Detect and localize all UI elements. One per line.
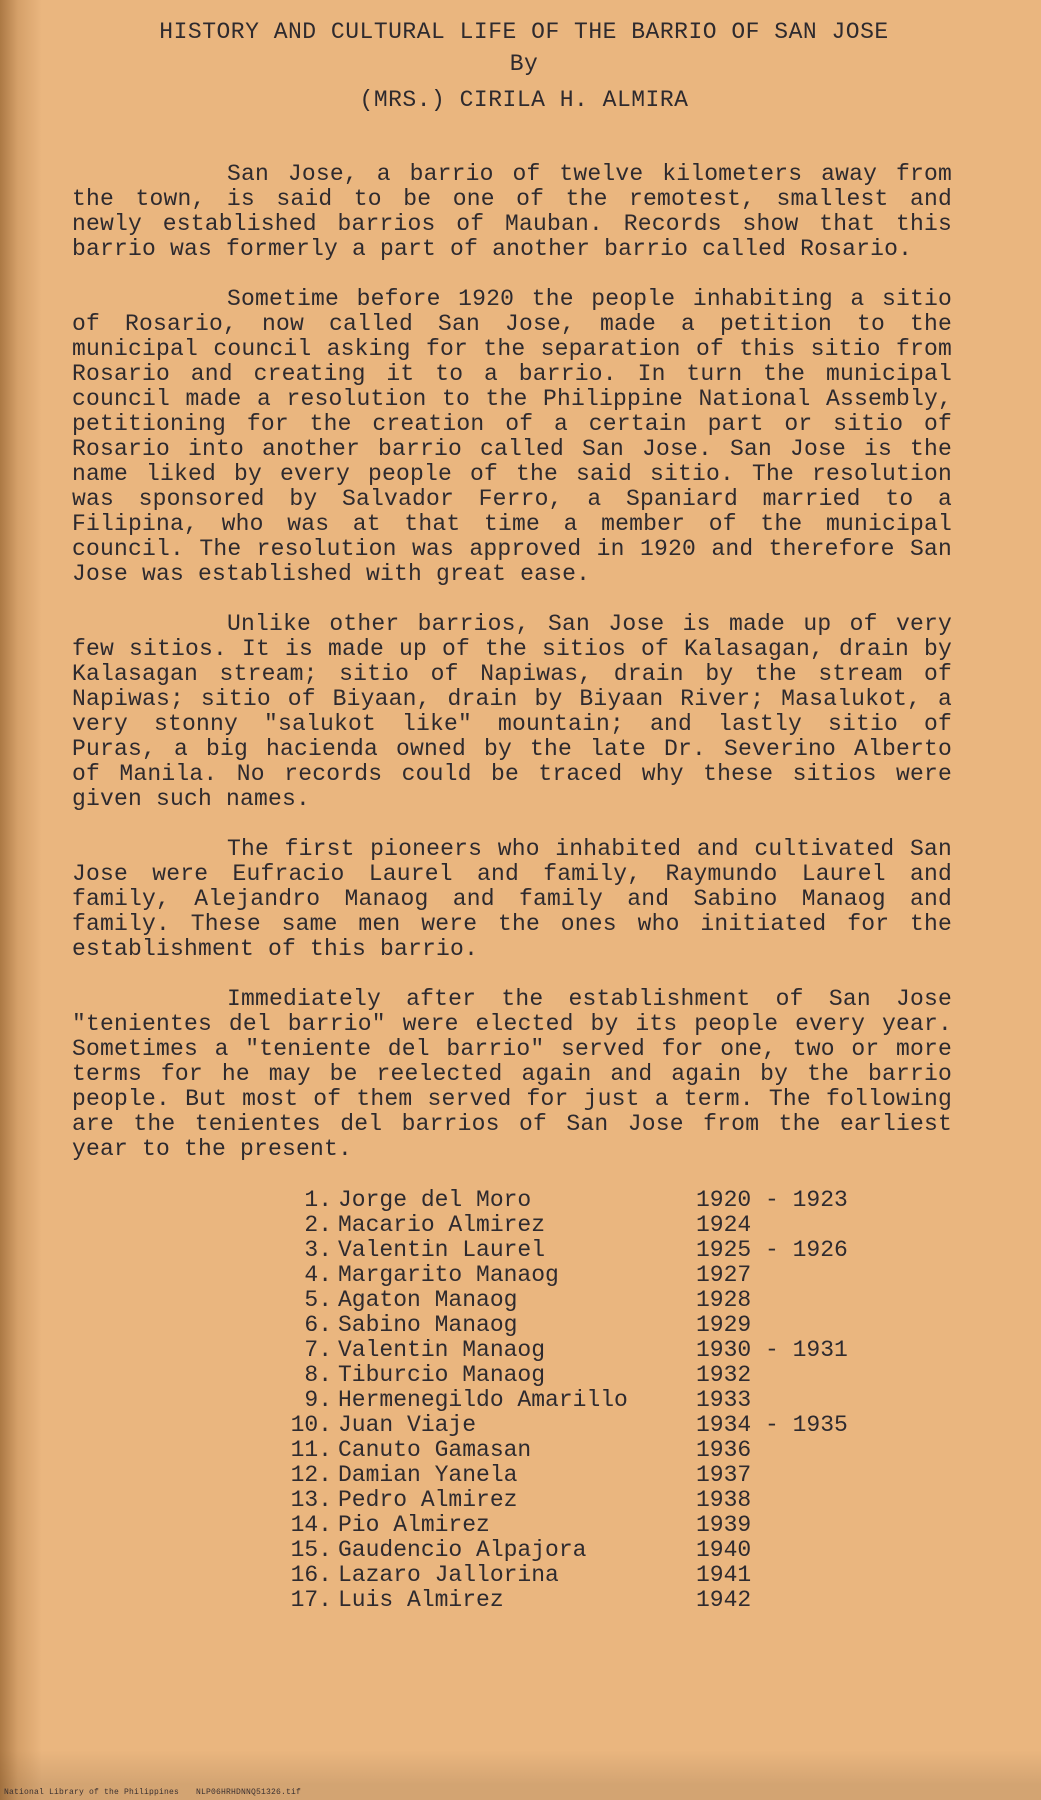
- list-item: [282, 1388, 952, 1413]
- item-number: 4.: [304, 1262, 332, 1288]
- list-item: [282, 1238, 952, 1263]
- list-item: [282, 1413, 952, 1438]
- item-number: 8.: [304, 1362, 332, 1388]
- item-years: 1942: [696, 1587, 752, 1613]
- item-number: 15.: [290, 1537, 332, 1563]
- item-years: 1939: [696, 1512, 752, 1538]
- item-years: 1928: [696, 1287, 752, 1313]
- paragraph: The first pioneers who inhabited and cultivated San Jose were Eufracio Laurel and family, Raymundo Laurel and family, Alejandro Manaog and family and Sabino Manaog and family. These same men were the ones who initiated for the establishment of this barrio.: [72, 836, 952, 962]
- item-number: 14.: [290, 1512, 332, 1538]
- item-years: 1920 - 1923: [696, 1187, 848, 1213]
- item-years: 1941: [696, 1562, 752, 1588]
- item-number: 13.: [290, 1487, 332, 1513]
- list-item: [282, 1463, 952, 1488]
- item-years: 1929: [696, 1312, 752, 1338]
- item-years: 1938: [696, 1487, 752, 1513]
- item-years: 1925 - 1926: [696, 1237, 848, 1263]
- item-years: 1934 - 1935: [696, 1412, 848, 1438]
- item-number: 12.: [290, 1462, 332, 1488]
- item-number: 10.: [290, 1412, 332, 1438]
- paragraph: Unlike other barrios, San Jose is made up of very few sitios. It is made up of the sitios of Kalasagan, drain by Kalasagan stream; sitio of Napiwas, drain by the stream of Napiwas; sitio of Biyaan, drain by Biyaan River; Masalukot, a very stonny "salukot like" mountain; and lastly sitio of Puras, a big hacienda owned by the late Dr. Severino Alberto of Manila. No records could be traced why these sitios were given such names.: [72, 611, 952, 812]
- list-item: [282, 1563, 952, 1588]
- item-number: 3.: [304, 1237, 332, 1263]
- item-name: Gaudencio Alpajora: [338, 1537, 587, 1563]
- list-item: [282, 1288, 952, 1313]
- item-name: Hermenegildo Amarillo: [338, 1387, 628, 1413]
- list-item: [282, 1188, 952, 1213]
- paragraph: San Jose, a barrio of twelve kilometers away from the town, is said to be one of the remotest, smallest and newly established barrios of Mauban. Records show that this barrio was formerly a part of another barrio called Rosario.: [72, 161, 952, 262]
- item-name: Canuto Gamasan: [338, 1437, 532, 1463]
- list-item: [282, 1338, 952, 1363]
- list-item: [282, 1488, 952, 1513]
- item-years: 1924: [696, 1212, 752, 1238]
- file-identifier: NLP06HRHDNNQ51326.tif: [196, 1788, 302, 1797]
- item-name: Macario Almirez: [338, 1212, 546, 1238]
- paragraph: Immediately after the establishment of San Jose "tenientes del barrio" were elected by its people every year. Sometimes a "teniente del barrio" served for one, two or more terms for he may be reelected again and again by the barrio people. But most of them served for just a term. The following are the tenientes del barrios of San Jose from the earliest year to the present.: [72, 986, 952, 1162]
- item-years: 1937: [696, 1462, 752, 1488]
- item-number: 1.: [304, 1187, 332, 1213]
- byline-label: By: [509, 51, 539, 77]
- item-name: Margarito Manaog: [338, 1262, 559, 1288]
- item-number: 11.: [290, 1437, 332, 1463]
- item-name: Luis Almirez: [338, 1587, 504, 1613]
- list-item: [282, 1263, 952, 1288]
- tenientes-list: [282, 1188, 952, 1613]
- item-years: 1932: [696, 1362, 752, 1388]
- item-number: 7.: [304, 1337, 332, 1363]
- item-name: Sabino Manaog: [338, 1312, 518, 1338]
- item-name: Juan Viaje: [338, 1412, 477, 1438]
- author-name: (MRS.) CIRILA H. ALMIRA: [359, 87, 689, 113]
- scan-footer: [4, 1788, 313, 1797]
- item-name: Valentin Laurel: [338, 1237, 546, 1263]
- item-number: 16.: [290, 1562, 332, 1588]
- item-years: 1940: [696, 1537, 752, 1563]
- item-years: 1936: [696, 1437, 752, 1463]
- item-number: 2.: [304, 1212, 332, 1238]
- item-number: 6.: [304, 1312, 332, 1338]
- item-number: 5.: [304, 1287, 332, 1313]
- document-body: [72, 14, 952, 1629]
- list-item: [282, 1313, 952, 1338]
- item-name: Pedro Almirez: [338, 1487, 518, 1513]
- document-title: HISTORY AND CULTURAL LIFE OF THE BARRIO OF SAN JOSE: [159, 19, 889, 45]
- library-credit: National Library of the Philippines: [4, 1788, 180, 1797]
- list-item: [282, 1213, 952, 1238]
- item-name: Tiburcio Manaog: [338, 1362, 546, 1388]
- item-years: 1930 - 1931: [696, 1337, 848, 1363]
- paragraph: Sometime before 1920 the people inhabiting a sitio of Rosario, now called San Jose, made a petition to the municipal council asking for the separation of this sitio from Rosario and creating it to a barrio. In turn the municipal council made a resolution to the Philippine National Assembly, petitioning for the creation of a certain part or sitio of Rosario into another barrio called San Jose. San Jose is the name liked by every people of the said sitio. The resolution was sponsored by Salvador Ferro, a Spaniard married to a Filipina, who was at that time a member of the municipal council. The resolution was approved in 1920 and therefore San Jose was established with great ease.: [72, 286, 952, 587]
- item-number: 17.: [290, 1587, 332, 1613]
- list-item: [282, 1363, 952, 1388]
- list-item: [282, 1513, 952, 1538]
- item-name: Valentin Manaog: [338, 1337, 546, 1363]
- list-item: [282, 1438, 952, 1463]
- item-name: Damian Yanela: [338, 1462, 518, 1488]
- item-years: 1927: [696, 1262, 752, 1288]
- item-years: 1933: [696, 1387, 752, 1413]
- item-name: Jorge del Moro: [338, 1187, 532, 1213]
- item-number: 9.: [304, 1387, 332, 1413]
- item-name: Lazaro Jallorina: [338, 1562, 559, 1588]
- item-name: Pio Almirez: [338, 1512, 490, 1538]
- item-name: Agaton Manaog: [338, 1287, 518, 1313]
- list-item: [282, 1538, 952, 1563]
- list-item: [282, 1588, 952, 1613]
